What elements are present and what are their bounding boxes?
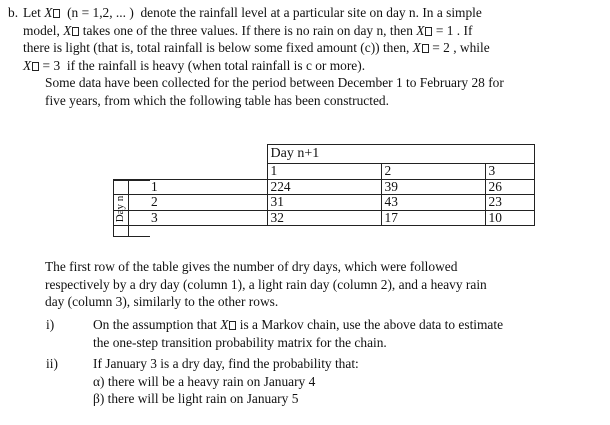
explanation-paragraph — [45, 258, 487, 311]
table-cell: 43 — [381, 195, 485, 211]
table-cell: 10 — [485, 210, 534, 226]
intro-line: model, X takes one of the three values. If there is no rain on day n, then X = 1 . If — [23, 22, 473, 38]
table-header-row — [114, 145, 535, 164]
intro-line: Let X (n = 1,2, ... ) denote the rainfall level at a particular site on day n. In a simple — [23, 5, 482, 20]
question-line: the one-step transition probability matrix for the chain. — [93, 334, 387, 350]
question-ii-marker: ii) — [46, 356, 58, 371]
question-line: If January 3 is a dry day, find the probability that: — [93, 356, 359, 371]
table-cell: 224 — [267, 179, 381, 195]
question-line: α) there will be a heavy rain on January 4 — [93, 373, 316, 389]
table-cell: 17 — [381, 210, 485, 226]
table-row — [114, 210, 535, 226]
row-header: Day n — [114, 195, 127, 222]
explanation-line: respectively by a dry day (column 1), a light rain day (column 2), and a heavy rain — [45, 276, 487, 292]
question-i-marker: i) — [46, 317, 55, 332]
transition-count-table — [113, 144, 535, 226]
intro-line: there is light (that is, total rainfall is below some fixed amount (c)) then, X = 2 , while — [23, 40, 490, 56]
table-cell: 23 — [485, 195, 534, 211]
row-label: 1 — [151, 178, 158, 194]
question-i — [93, 316, 503, 351]
question-line: β) there will be light rain on January 5 — [93, 391, 299, 407]
table-cell: 26 — [485, 179, 534, 195]
table-cell: 39 — [381, 179, 485, 195]
table-row — [114, 179, 535, 195]
data-line: five years, from which the following table has been constructed. — [45, 92, 389, 108]
intro-line: X = 3 if the rainfall is heavy (when total rainfall is c or more). — [23, 57, 366, 73]
col-header: Day n+1 — [267, 145, 534, 164]
row-label: 3 — [151, 209, 158, 225]
table-cell: 31 — [267, 195, 381, 211]
table-cell: 32 — [267, 210, 381, 226]
data-line: Some data have been collected for the period between December 1 to February 28 for — [45, 75, 504, 90]
col-label: 1 — [267, 164, 381, 180]
question-line: On the assumption that X is a Markov chain, use the above data to estimate — [93, 317, 504, 332]
explanation-line: The first row of the table gives the number of dry days, which were followed — [45, 259, 458, 274]
table-row — [114, 195, 535, 211]
table-col-labels-row — [114, 164, 535, 180]
row-label: 2 — [151, 194, 158, 210]
question-ii — [93, 355, 359, 408]
col-label: 3 — [485, 164, 534, 180]
intro-paragraph — [23, 4, 490, 74]
data-paragraph — [45, 74, 504, 109]
col-label: 2 — [381, 164, 485, 180]
explanation-line: day (column 3), similarly to the other rows. — [45, 294, 279, 310]
problem-marker: b. — [8, 5, 19, 20]
